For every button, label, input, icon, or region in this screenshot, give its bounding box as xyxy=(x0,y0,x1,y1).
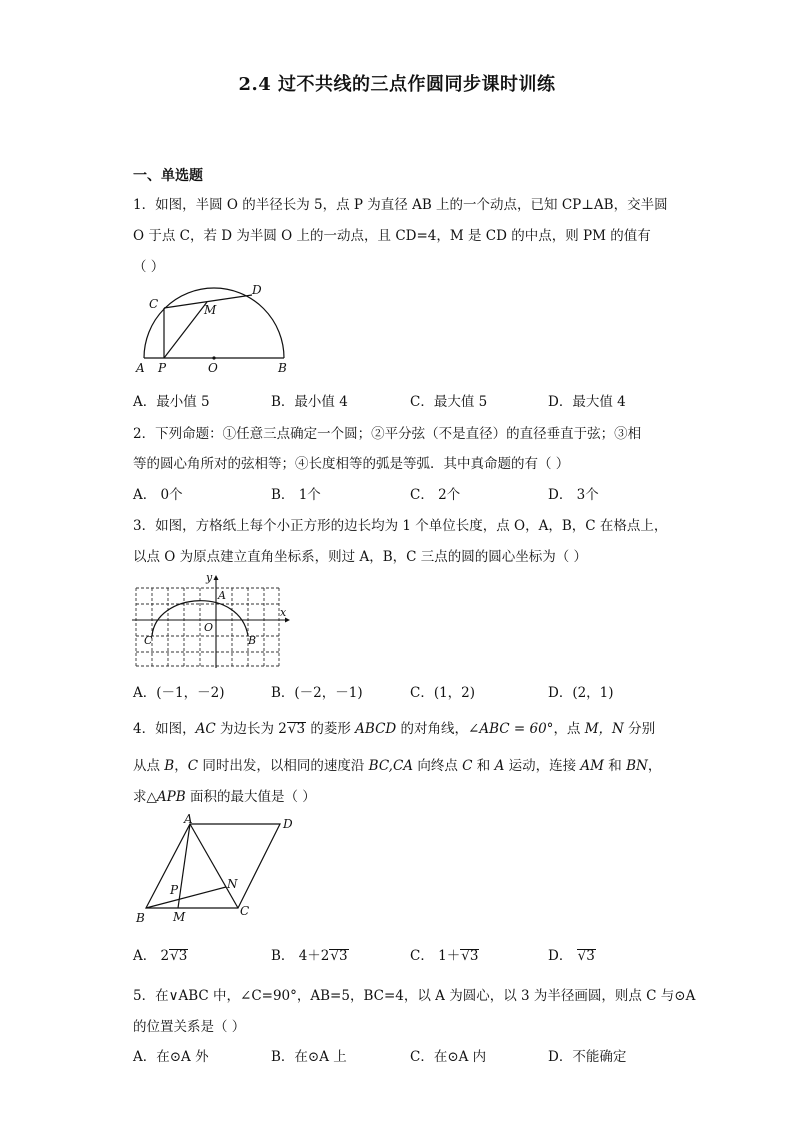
q1-semicircle-figure xyxy=(130,278,300,378)
q4-option-d-sqrt: √3 xyxy=(577,948,595,964)
page-title: 2.4 过不共线的三点作圆同步课时训练 xyxy=(238,74,556,95)
q4-text: 求△ xyxy=(133,789,157,805)
q4-angle: ∠ABC = 60° xyxy=(468,721,554,737)
q4-var-b: B xyxy=(164,758,175,774)
q1-option-d[interactable]: D．最大值 4 xyxy=(548,394,626,410)
q2-option-a[interactable]: A． 0个 xyxy=(133,487,183,503)
q5-text-line2: 的位置关系是（ ） xyxy=(133,1019,246,1035)
q4-var-bn: BN xyxy=(626,758,648,774)
q5-options xyxy=(133,1045,693,1065)
q3-option-b[interactable]: B．(－2，－1) xyxy=(271,685,363,701)
q4-label-m: M xyxy=(173,910,186,924)
q1-option-b[interactable]: B．最小值 4 xyxy=(271,394,348,410)
q1-label-p: P xyxy=(158,361,167,375)
q4-text: 从点 xyxy=(133,758,165,774)
q4-label-b: B xyxy=(136,911,145,925)
q1-option-a[interactable]: A．最小值 5 xyxy=(133,394,210,410)
q4-text: ，点 xyxy=(553,721,585,737)
q1-text-line3: （ ） xyxy=(133,259,165,275)
q4-label-d: D xyxy=(283,817,293,831)
q4-option-d[interactable] xyxy=(548,944,596,964)
q4-text-line3 xyxy=(133,785,316,805)
q4-var-abcd: ABCD xyxy=(355,721,397,737)
q4-text: 的菱形 xyxy=(306,721,356,737)
q4-text: 的对角线， xyxy=(396,721,469,737)
q4-text-line2 xyxy=(133,754,661,774)
q4-rhombus-abcd xyxy=(146,824,280,908)
q4-option-a-sqrt: √3 xyxy=(170,948,188,964)
q1-label-m: M xyxy=(204,303,217,317)
q5-text-line1: 5．在∨ABC 中，∠C=90°，AB=5，BC=4，以 A 为圆心，以 3 为半径画圆，则点 C 与⊙A xyxy=(133,988,696,1004)
q1-text-line1: 1．如图，半圆 O 的半径长为 5，点 P 为直径 AB 上的一个动点，已知 CP⊥AB，交半圆 xyxy=(133,197,668,213)
q3-label-b: B xyxy=(248,634,257,647)
q1-option-c[interactable]: C．最大值 5 xyxy=(410,394,488,410)
q4-var-bcca: BC,CA xyxy=(368,758,414,774)
q4-var-c: C xyxy=(462,758,473,774)
q2-text-line2: 等的圆心角所对的弦相等；④长度相等的弧是等弧．其中真命题的有（ ） xyxy=(133,456,570,472)
q1-center-o xyxy=(212,356,215,359)
q2-option-d[interactable]: D． 3个 xyxy=(548,487,599,503)
q4-var-a: A xyxy=(494,758,505,774)
q4-options xyxy=(133,944,693,964)
q2-option-b[interactable]: B． 1个 xyxy=(271,487,321,503)
q4-text: 运动，连接 xyxy=(504,758,581,774)
q4-option-b-sqrt: √3 xyxy=(330,948,348,964)
q4-text: 和 xyxy=(472,758,495,774)
section-heading: 一、单选题 xyxy=(133,168,203,184)
q4-text: ， xyxy=(647,758,662,774)
q1-label-o: O xyxy=(208,361,218,375)
q2-option-c[interactable]: C． 2个 xyxy=(410,487,461,503)
q3-label-c: C xyxy=(144,634,153,647)
q3-label-y: y xyxy=(206,571,213,584)
q4-option-c-sqrt: √3 xyxy=(461,948,479,964)
q4-text: 和 xyxy=(604,758,627,774)
q2-text-line1: 2．下列命题：①任意三点确定一个圆；②平分弦（不是直径）的直径垂直于弦；③相 xyxy=(133,426,642,442)
q3-grid-figure xyxy=(130,572,295,672)
q4-diagonal-ac xyxy=(190,824,238,908)
q5-option-a[interactable]: A．在⊙A 外 xyxy=(133,1049,209,1065)
q5-option-c[interactable]: C．在⊙A 内 xyxy=(410,1049,487,1065)
q4-text: ， xyxy=(174,758,188,774)
q4-label-c: C xyxy=(240,904,250,918)
q4-option-d-text: D． xyxy=(548,948,577,964)
q4-text: 为边长为 xyxy=(215,721,279,737)
q3-label-a: A xyxy=(218,589,226,602)
q4-var-mn: M，N xyxy=(584,721,624,737)
q4-var-ac: AC xyxy=(195,721,216,737)
q4-radicand: 3 xyxy=(296,721,306,737)
q3-text-line2: 以点 O 为原点建立直角坐标系，则过 A，B，C 三点的圆的圆心坐标为（ ） xyxy=(133,549,588,565)
q4-text: 面积的最大值是（ ） xyxy=(185,789,316,805)
q3-label-o: O xyxy=(204,621,214,634)
q1-options xyxy=(133,390,693,410)
q4-text: 向终点 xyxy=(413,758,463,774)
q3-text-line1: 3．如图，方格纸上每个小正方形的边长均为 1 个单位长度，点 O，A，B，C 在格点上， xyxy=(133,518,668,534)
q4-option-a-text: A． 2 xyxy=(133,948,170,964)
q5-option-d[interactable]: D．不能确定 xyxy=(548,1049,627,1065)
q3-options xyxy=(133,681,693,701)
q4-var-c: C xyxy=(187,758,199,774)
q4-label-a: A xyxy=(184,812,193,826)
q4-var-am: AM xyxy=(580,758,604,774)
q4-option-c-text: C． 1＋ xyxy=(410,948,461,964)
q4-option-b[interactable] xyxy=(271,944,349,964)
q4-option-a[interactable] xyxy=(133,944,188,964)
q3-option-d[interactable]: D．(2，1) xyxy=(548,685,614,701)
q4-option-b-radicand: 3 xyxy=(339,948,348,964)
q1-label-b: B xyxy=(278,361,287,375)
q1-label-a: A xyxy=(136,361,145,375)
q4-option-b-text: B． 4＋2 xyxy=(271,948,330,964)
q4-text: 4．如图， xyxy=(133,721,196,737)
q4-label-n: N xyxy=(227,877,238,891)
q5-option-b[interactable]: B．在⊙A 上 xyxy=(271,1049,347,1065)
q3-y-axis-arrow xyxy=(214,575,219,580)
q4-label-p: P xyxy=(170,883,179,897)
q3-option-c[interactable]: C．(1，2) xyxy=(410,685,476,701)
q1-label-c: C xyxy=(149,297,159,311)
q4-option-c-radicand: 3 xyxy=(469,948,479,964)
q4-text-line1 xyxy=(133,717,655,737)
q4-coef: 2 xyxy=(278,721,287,737)
q1-semicircle-arc xyxy=(144,288,284,358)
q4-rhombus-figure xyxy=(130,814,310,929)
q3-option-a[interactable]: A．(－1，－2) xyxy=(133,685,225,701)
q4-text: 分别 xyxy=(623,721,656,737)
q4-sqrt: √3 xyxy=(287,721,306,737)
q2-options xyxy=(133,483,693,503)
q1-segment-pm xyxy=(164,302,207,358)
q4-segment-bn xyxy=(146,887,226,908)
q4-option-c[interactable] xyxy=(410,944,479,964)
q4-option-d-radicand: 3 xyxy=(586,948,595,964)
q1-label-d: D xyxy=(252,283,262,297)
q4-option-a-radicand: 3 xyxy=(178,948,188,964)
q3-label-x: x xyxy=(280,606,287,619)
q4-var-apb: APB xyxy=(156,789,186,805)
q4-text: 同时出发，以相同的速度沿 xyxy=(198,758,369,774)
q1-text-line2: O 于点 C，若 D 为半圆 O 上的一动点，且 CD=4，M 是 CD 的中点，则 PM 的值有 xyxy=(133,228,651,244)
